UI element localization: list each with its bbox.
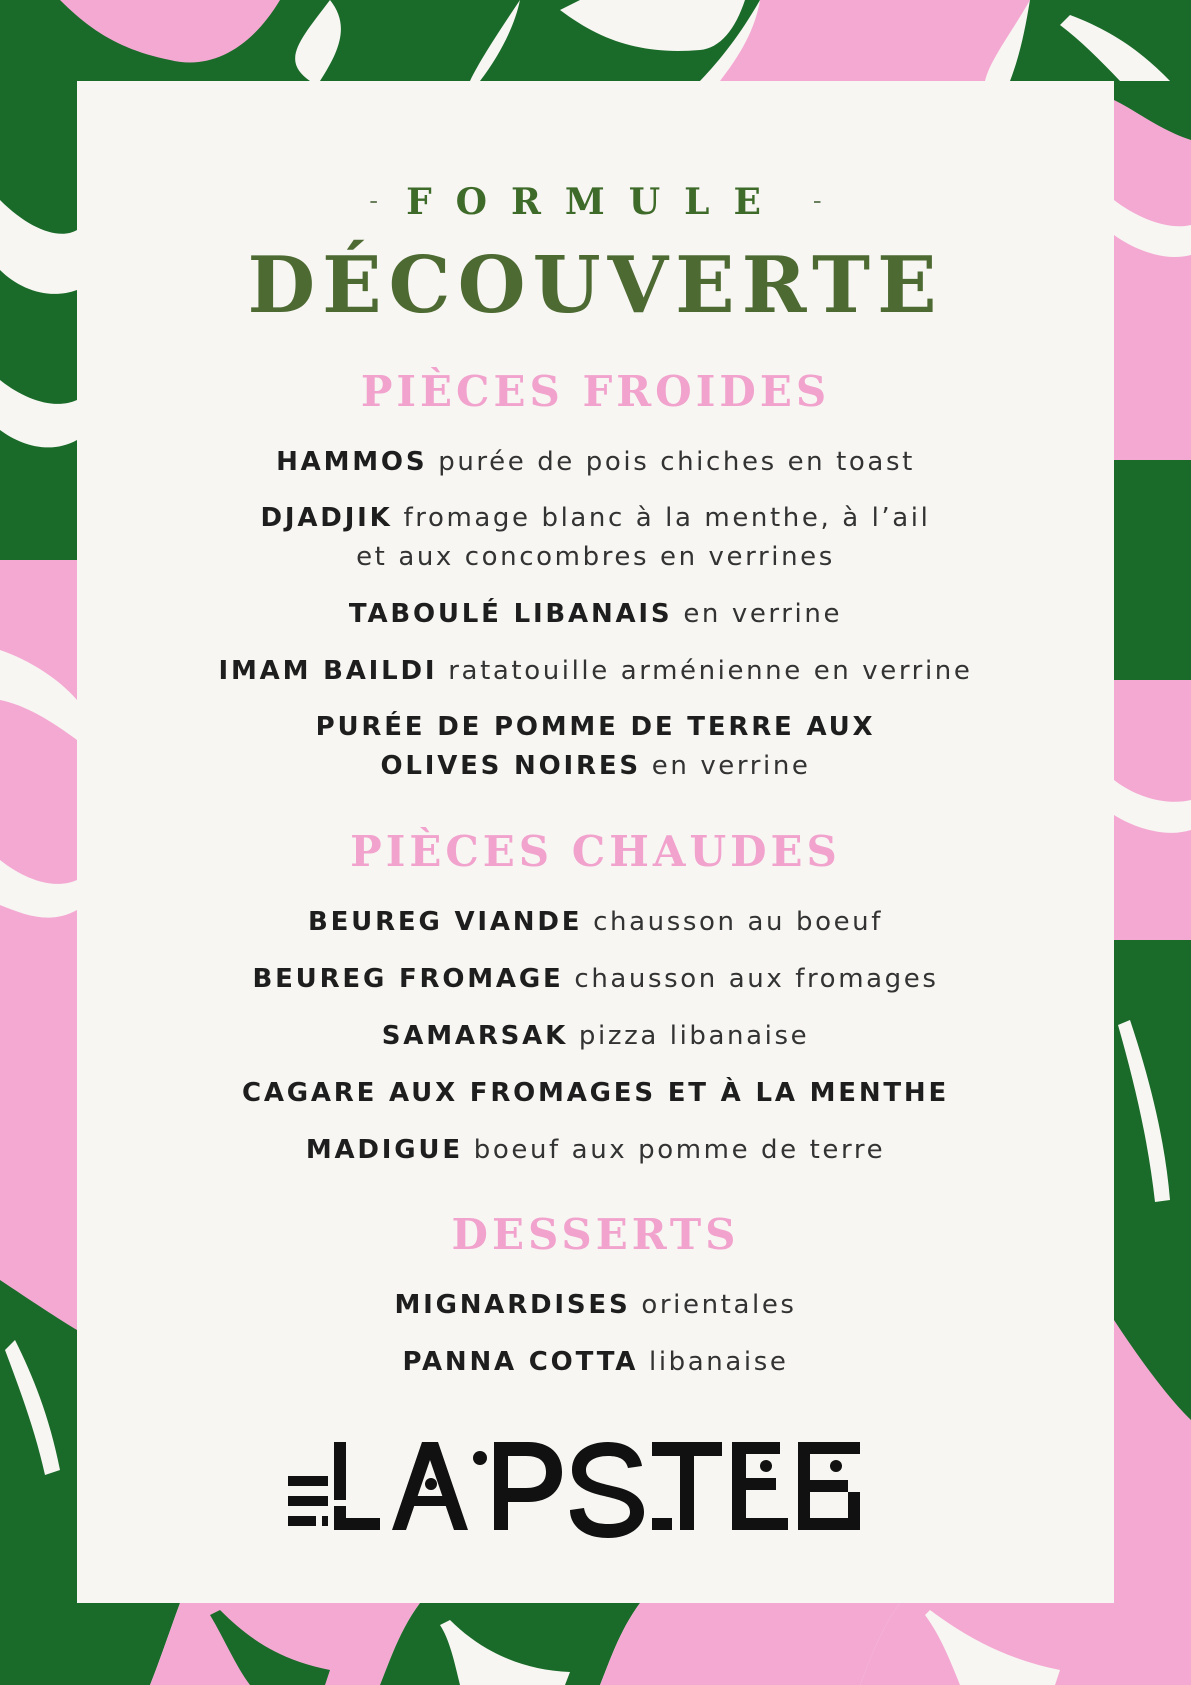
menu-item [77,960,1114,999]
right-dash: - [812,186,822,216]
item-name: PURÉE DE POMME DE TERRE AUX [315,712,876,742]
menu-item [77,708,1114,786]
item-description: purée de pois chiches en toast [438,447,915,477]
item-name: IMAM BAILDI [218,656,438,686]
item-description: orientales [641,1290,797,1320]
menu-item [77,595,1114,634]
item-description: boeuf aux pomme de terre [473,1135,886,1165]
item-name: BEUREG VIANDE [307,907,583,937]
item-description: pizza libanaise [578,1021,810,1051]
menu-item [77,443,1114,482]
section-title-desserts: DESSERTS [451,1210,740,1259]
item-name: PANNA COTTA [402,1347,639,1377]
section-title-pieces-froides: PIÈCES FROIDES [360,367,831,416]
item-description: en verrine [651,751,811,781]
item-description: en verrine [683,599,843,629]
menu-item [77,652,1114,691]
formule-line [77,181,1114,223]
item-name: DJADJIK [260,503,393,533]
menu-item [77,1131,1114,1170]
item-description: fromage blanc à la menthe, à l’ail [403,503,931,533]
item-description: chausson au boeuf [593,907,883,937]
item-name: MIGNARDISES [394,1290,631,1320]
menu-item [77,1343,1114,1382]
menu-item [77,1074,1114,1113]
menu-title: DÉCOUVERTE [247,240,944,331]
item-description-continued: et aux concombres en verrines [356,542,835,572]
item-name: BEUREG FROMAGE [252,964,564,994]
item-name: HAMMOS [276,447,428,477]
item-name-continued: OLIVES NOIRES [380,751,641,781]
menu-item [77,903,1114,942]
menu-item [77,1286,1114,1325]
lapotre-logo [288,1440,862,1540]
item-name: CAGARE AUX FROMAGES ET À LA MENTHE [241,1078,950,1108]
menu-panel [77,81,1114,1603]
item-name: SAMARSAK [381,1021,569,1051]
item-name: TABOULÉ LIBANAIS [348,599,673,629]
left-dash: - [369,186,379,216]
item-description: libanaise [649,1347,789,1377]
section-title-pieces-chaudes: PIÈCES CHAUDES [350,827,841,876]
menu-item [77,1017,1114,1056]
menu-item [77,499,1114,577]
formule-label: FORMULE [406,181,785,223]
item-name: MADIGUE [305,1135,463,1165]
item-description: ratatouille arménienne en verrine [448,656,973,686]
item-description: chausson aux fromages [574,964,939,994]
